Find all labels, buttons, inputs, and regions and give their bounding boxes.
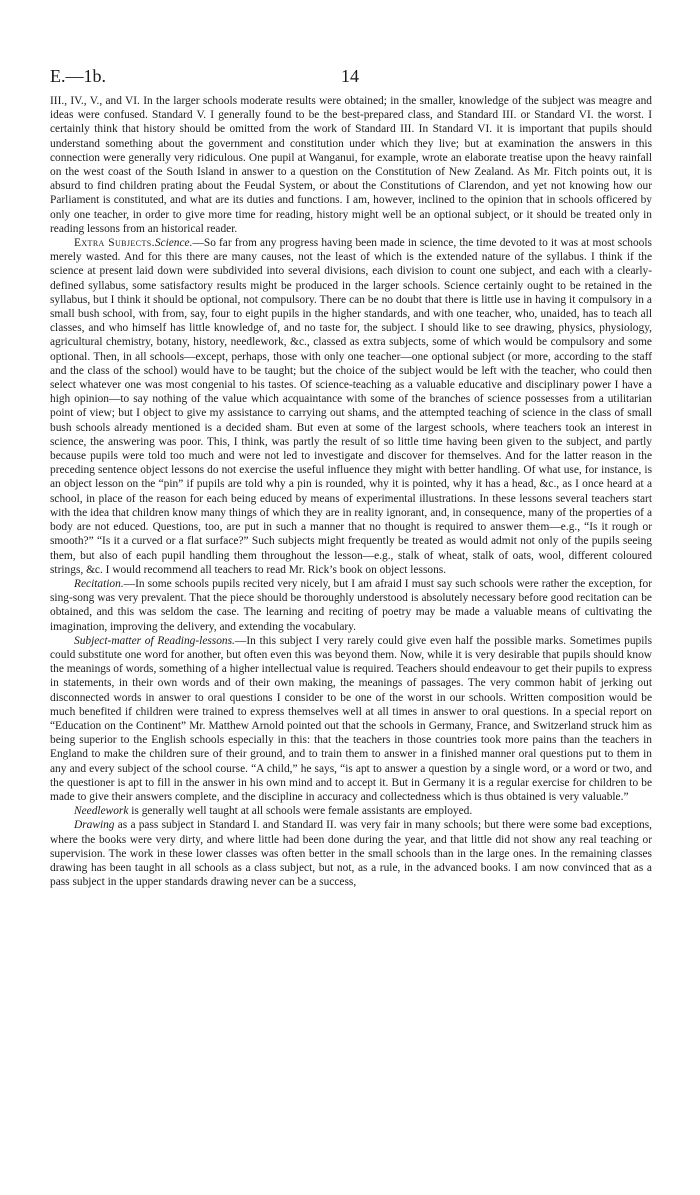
paragraph-reading-lessons [50,634,652,804]
subheading-science: Science. [154,237,193,250]
subheading-recitation: Recitation. [74,577,124,590]
section-heading-extra-subjects: Extra Subjects. [74,237,155,250]
paragraph-text: as a pass subject in Standard I. and Standard II. was very fair in many schools; but there were some bad exceptions, where the books were very dirty, and where little had been done during the year, and that little did not show any real teaching or supervision. The work in these lower classes was often better in the small schools than in the large ones. In the remaining classes drawing has been taught in all schools as a class subject, but not, as a rule, in the advanced books. I am now convinced that as a pass subject in the upper standards drawing never can be a success, [50,819,652,889]
subheading-needlework: Needlework [74,805,129,818]
paragraph-text: —In this subject I very rarely could give even half the possible marks. Sometimes pupils could substitute one word for another, but often even this was beyond them. Now, while it is very desirable that pupils should know the meanings of words, something of a higher intellectual value is required. Teachers should endeavour to get their pupils to express in statements, in their own words and of their own making, the meanings of passages. The very common habit of jerking out disconnected words in answer to oral questions I consider to be one of the worst in our schools. Written composition would be much benefited if children were trained to express themselves well at all times in answer to oral questions. In a special report on “Education on the Continent” Mr. Matthew Arnold pointed out that the schools in Germany, France, and Switzerland struck him as being superior to the English schools especially in this: that the teachers in those countries took more pains than the teachers in England to make the children sure of their ground, and to train them to answer in a finished manner oral questions put to them in any and every subject of the school course. “A child,” he says, “is apt to answer a question by a single word, or a word or two, and the questioner is apt to fill in the answer in his own mind and to accept it. But in Germany it is a regular exercise for children to be made to give their answers complete, and the discipline in accuracy and collectedness which is thus obtained is very valuable.” [50,634,652,803]
paragraph-needlework [50,804,652,818]
paragraph-text: is generally well taught at all schools were female assistants are employed. [128,805,473,818]
paragraph-text: —In some schools pupils recited very nicely, but I am afraid I must say such schools were rather the exception, for sing-song was very prevalent. That the piece should be thoroughly understood is absolutely necessary before good recitation can be obtained, and this was seldom the case. The learning and reciting of poetry may be made a valuable means of cultivating the imagination, improving the delivery, and extending the vocabulary. [50,577,652,633]
subheading-reading-lessons: Subject-matter of Reading-lessons. [74,634,235,647]
paragraph-recitation [50,577,652,634]
body-text [50,94,652,889]
paragraph-science [50,236,652,577]
paragraph-text: —So far from any progress having been made in science, the time devoted to it was at most schools merely wasted. And for this there are many causes, not the least of which is the extended nature of the syllabus. I think if the science at present laid down were subdivided into several divisions, each division to count one subject, and each with a clearly-defined syllabus, some satisfactory results might be produced in the larger schools. Science certainly ought to be retained in the syllabus, but I think it should be optional, not compulsory. There can be no doubt that there is little use in having it compulsory in a small bush school, with from, say, four to eight pupils in the higher standards, and with one teacher, who, unaided, has to teach all classes, and who himself has little knowledge of, and no taste for, the subject. I should like to see drawing, physics, physiology, agricultural chemistry, botany, history, needlework, &c., classed as extra subjects, some of which would be compulsory and some optional. Then, in all schools—except, perhaps, those with only one teacher—one optional subject (or more, according to the staff and the class of the school) would have to be taught; but the choice of the subject would be left with the teacher, who could then select whatever one was most congenial to his tastes. Of science-teaching as a valuable educative and disciplinary power I have a high opinion—to say nothing of the value which acquaintance with some of the branches of science possesses from a utilitarian point of view; but I object to give my assistance to carrying out shams, and the attempted teaching of science in the class of small bush schools already mentioned is a decided sham. But even at some of the largest schools, where teachers took an interest in science, the answering was poor. This, I think, was partly the result of so little time having been given to the subject, and partly because pupils were told too much and were not led to investigate and discover for themselves. And for the latter reason in the preceding sentence object lessons do not exercise the useful influence they might with better handling. Of what use, for instance, is an object lesson on the “pin” if pupils are told why a pin is rounded, why it is pointed, why it has a head, &c., as I once heard at a school, in place of the reason for each being educed by means of experimental illustrations. In these lessons several teachers start with the idea that children know many things of which they are in reality ignorant, and, in consequence, many of the properties of a body are not educed. Questions, too, are put in such a manner that no thought is required to answer them—e.g., “Is it rough or smooth?” “Is it a curved or a flat surface?” Such subjects might frequently be treated as would admit not only of the pupils seeing them, but also of each pupil handling them throughout the lesson—e.g., stalk of wheat, stalk of oats, wool, different coloured strings, &c. I would recommend all teachers to read Mr. Rick’s book on object lessons. [50,237,652,576]
subheading-drawing: Drawing [74,819,115,832]
page-header [50,64,650,88]
page-number: 14 [341,66,359,86]
paragraph-text: III., IV., V., and VI. In the larger schools moderate results were obtained; in the smaller, knowledge of the subject was meagre and ideas were confused. Standard V. I generally found to be the best-prepared class, and Standard III. or Standard VI. the worst. I certainly think that history should be omitted from the work of Standard III. In Standard VI. it is important that pupils should understand something about the government and constitution under which they live; but at examination the answers in this connection were generally very ridiculous. One pupil at Wanganui, for example, wrote an elaborate treatise upon the heavy rainfall on the west coast of the South Island in answer to a question on the Constitution of New Zealand. As Mr. Fitch points out, it is absurd to find children prating about the Feudal System, or about the Constitutions of Clarendon, and yet not knowing how our Parliament is constituted, and what are its duties and functions. I am, however, inclined to the opinion that in schools officered by only one teacher, in order to give more time for reading, history might well be an optional subject, or it should be treated only in reading lessons from an historical reader. [50,95,652,235]
document-reference: E.—1b. [50,66,106,86]
paragraph-drawing [50,818,652,889]
paragraph-history-continued [50,94,652,236]
